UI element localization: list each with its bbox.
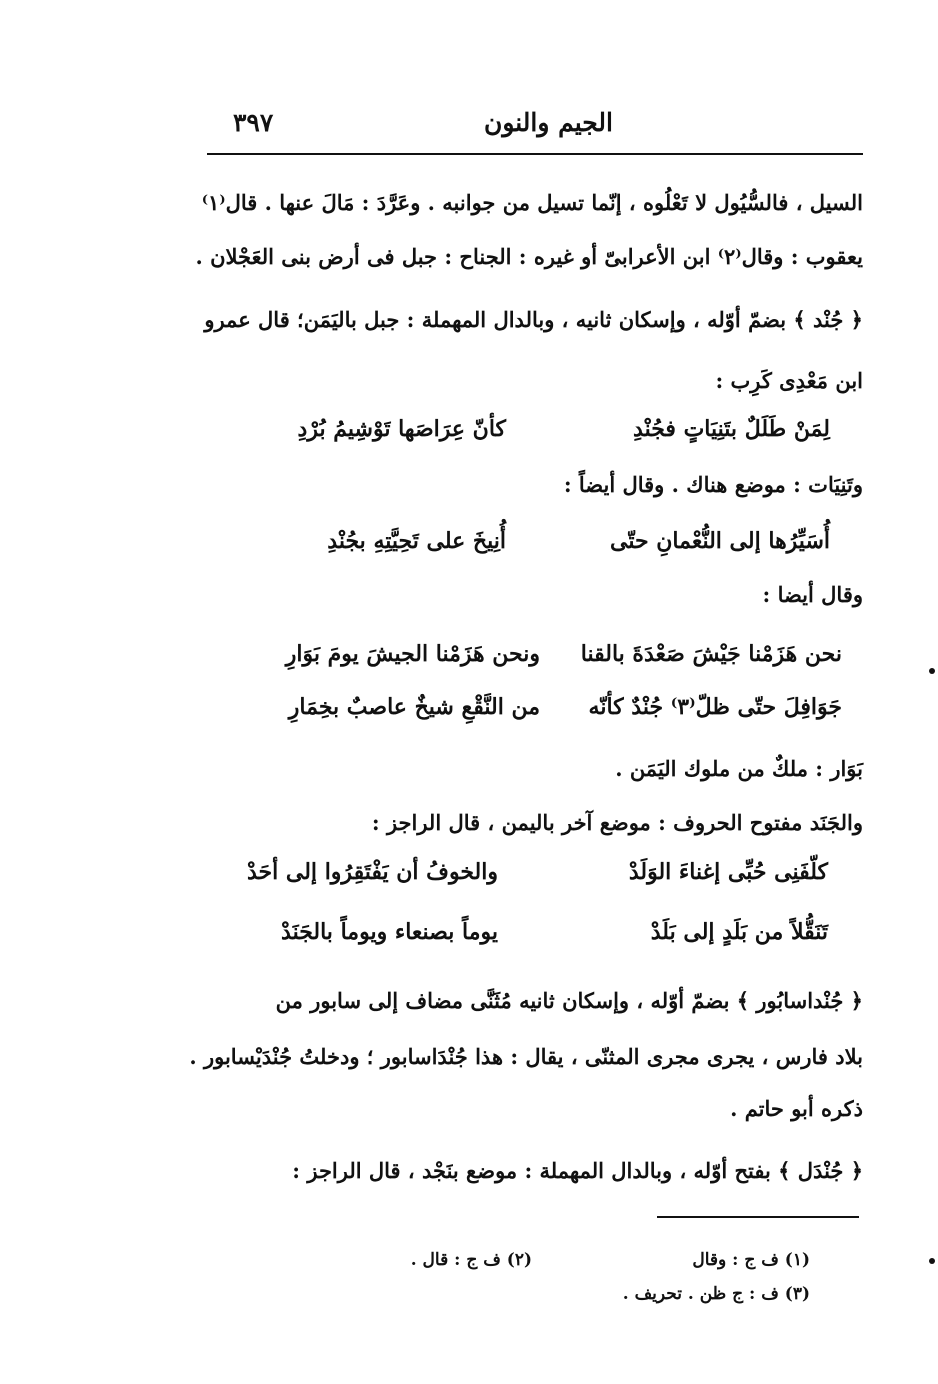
page-header <box>205 106 863 148</box>
verse-hemistich-second: من النَّقْعِ شيخٌ عاصبٌ بخِمَارِ <box>288 694 540 720</box>
entry-heading-line: ﴿ جُنْد ﴾ بضمّ أوّله ، وإسكان ثانيه ، وبالدال المهملة : جبل باليَمَن؛ قال عمرو <box>204 307 863 332</box>
entry-heading-line: ﴿ جُنْداسابُور ﴾ بضمّ أوّله ، وإسكان ثانيه مُثَنَّى مضاف إلى سابور من <box>275 988 863 1013</box>
footnote-3: (٣) ف : ج ظن . تحريف . <box>622 1284 810 1304</box>
verse-hemistich-second: يوماً بصنعاء ويوماً بالجَنَدْ <box>281 919 498 945</box>
verse-hemistich-first: كلّفَنِى حُبِّى إغناءَ الوَلَدْ <box>628 859 828 885</box>
verse-hemistich-first: أُسَيِّرُها إلى النُّعْمانِ حتّى <box>610 528 830 554</box>
header-rule <box>207 153 863 155</box>
text-line: بَوَار : ملكٌ من ملوك اليَمَن . <box>615 756 863 781</box>
text-line: بلاد فارس ، يجرى مجرى المثنّى ، يقال : هذا جُنْدَاسابور ؛ ودخلتُ جُنْدَيْسابور . <box>189 1044 863 1069</box>
page-number: ٣٩٧ <box>233 108 274 137</box>
verse-hemistich-first: لِمَنْ طَلَلٌ بتَنِيَاتٍ فجُنْدِ <box>633 416 830 442</box>
verse-hemistich-first: تَنَقُّلاً من بَلَدٍ إلى بَلَدْ <box>650 919 828 945</box>
footnote-2: (٢) ف ج : قال . <box>410 1250 532 1270</box>
verse-hemistich-second: أُنِيخَ على تَحِيَّتِهِ بجُنْدِ <box>327 528 506 554</box>
verse-hemistich-first: نحن هَزَمْنا جَيْشَ صَعْدَةَ بالقنا <box>580 641 842 667</box>
text-line: يعقوب : وقال⁽٢⁾ ابن الأعرابىّ أو غيره : الجناح : جبل فى أرض بنى العَجْلان . <box>195 244 863 269</box>
text-line: السيل ، فالسُّيُول لا تَعْلُوه ، إنّما تسيل من جوانبه . وعَرَّدَ : مَالَ عنها . قال⁽١⁾ <box>201 190 863 215</box>
verse-hemistich-second: ونحن هَزَمْنا الجيشَ يومَ بَوَارِ <box>285 641 540 667</box>
text-line: وتَنِيَات : موضع هناك . وقال أيضاً : <box>563 472 863 497</box>
verse-hemistich-second: والخوفُ أن يَفْتَقِرُوا إلى أحَدْ <box>246 859 498 885</box>
footnote-rule <box>657 1216 859 1218</box>
text-line: ابن مَعْدِى كَرِب : <box>715 368 863 393</box>
entry-heading-line: ﴿ جُنْدَل ﴾ بفتح أوّله ، وبالدال المهملة : موضع بنَجْد ، قال الراجز : <box>292 1158 863 1183</box>
text-line: وقال أيضا : <box>762 582 863 607</box>
text-line: والجَنَد مفتوح الحروف : موضع آخر باليمن ، قال الراجز : <box>371 810 863 835</box>
margin-mark <box>929 668 935 674</box>
margin-mark <box>929 1258 935 1264</box>
verse-hemistich-second: كأنّ عِرَاصَها تَوْشِيمُ بُرْدِ <box>297 416 506 442</box>
running-title: الجيم والنون <box>483 108 613 137</box>
verse-hemistich-first: جَوَافِلَ حتّى ظلّ⁽٣⁾ جُنْدٌ كأنّه <box>588 694 842 720</box>
text-line: ذكره أبو حاتم . <box>730 1096 863 1121</box>
footnote-1: (١) ف ج : وقال <box>692 1250 810 1270</box>
